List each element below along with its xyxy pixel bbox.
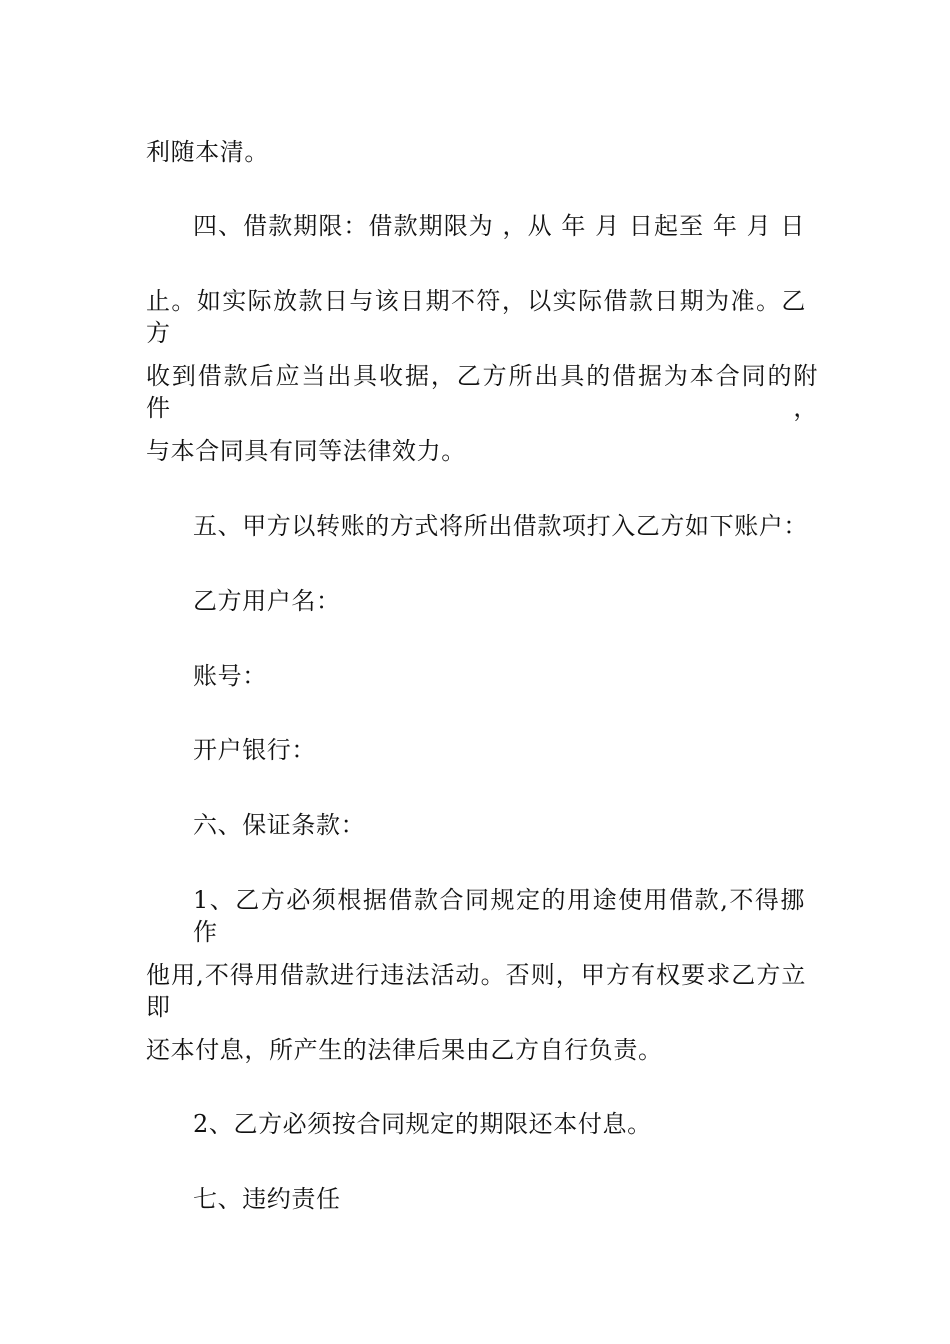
paragraph-line: 他用,不得用借款进行违法活动。否则，甲方有权要求乙方立即 — [146, 961, 806, 1021]
transfer-clause-line: 五、甲方以转账的方式将所出借款项打入乙方如下账户： — [193, 512, 808, 540]
account-name-label: 乙方用户名： — [193, 587, 341, 615]
bank-name-label: 开户银行： — [193, 736, 316, 764]
loan-term-heading-line: 四、借款期限：借款期限为 ，从 年 月 日起至 年 月 日 — [193, 212, 805, 240]
paragraph-line: 还本付息，所产生的法律后果由乙方自行负责。 — [146, 1036, 663, 1064]
account-number-label: 账号： — [193, 662, 267, 690]
guarantee-item-1-line: 1、乙方必须根据借款合同规定的用途使用借款,不得挪作 — [193, 886, 805, 946]
paragraph-line: 与本合同具有同等法律效力。 — [146, 437, 466, 465]
liability-heading: 七、违约责任 — [193, 1185, 341, 1213]
paragraph-line: 止。如实际放款日与该日期不符，以实际借款日期为准。乙方 — [146, 287, 806, 347]
paragraph-line: 收到借款后应当出具收据，乙方所出具的借据为本合同的附件， — [146, 362, 818, 422]
paragraph-line: 利随本清。 — [146, 138, 269, 166]
guarantee-item-2-line: 2、乙方必须按合同规定的期限还本付息。 — [193, 1110, 652, 1138]
guarantee-heading: 六、保证条款： — [193, 811, 366, 839]
